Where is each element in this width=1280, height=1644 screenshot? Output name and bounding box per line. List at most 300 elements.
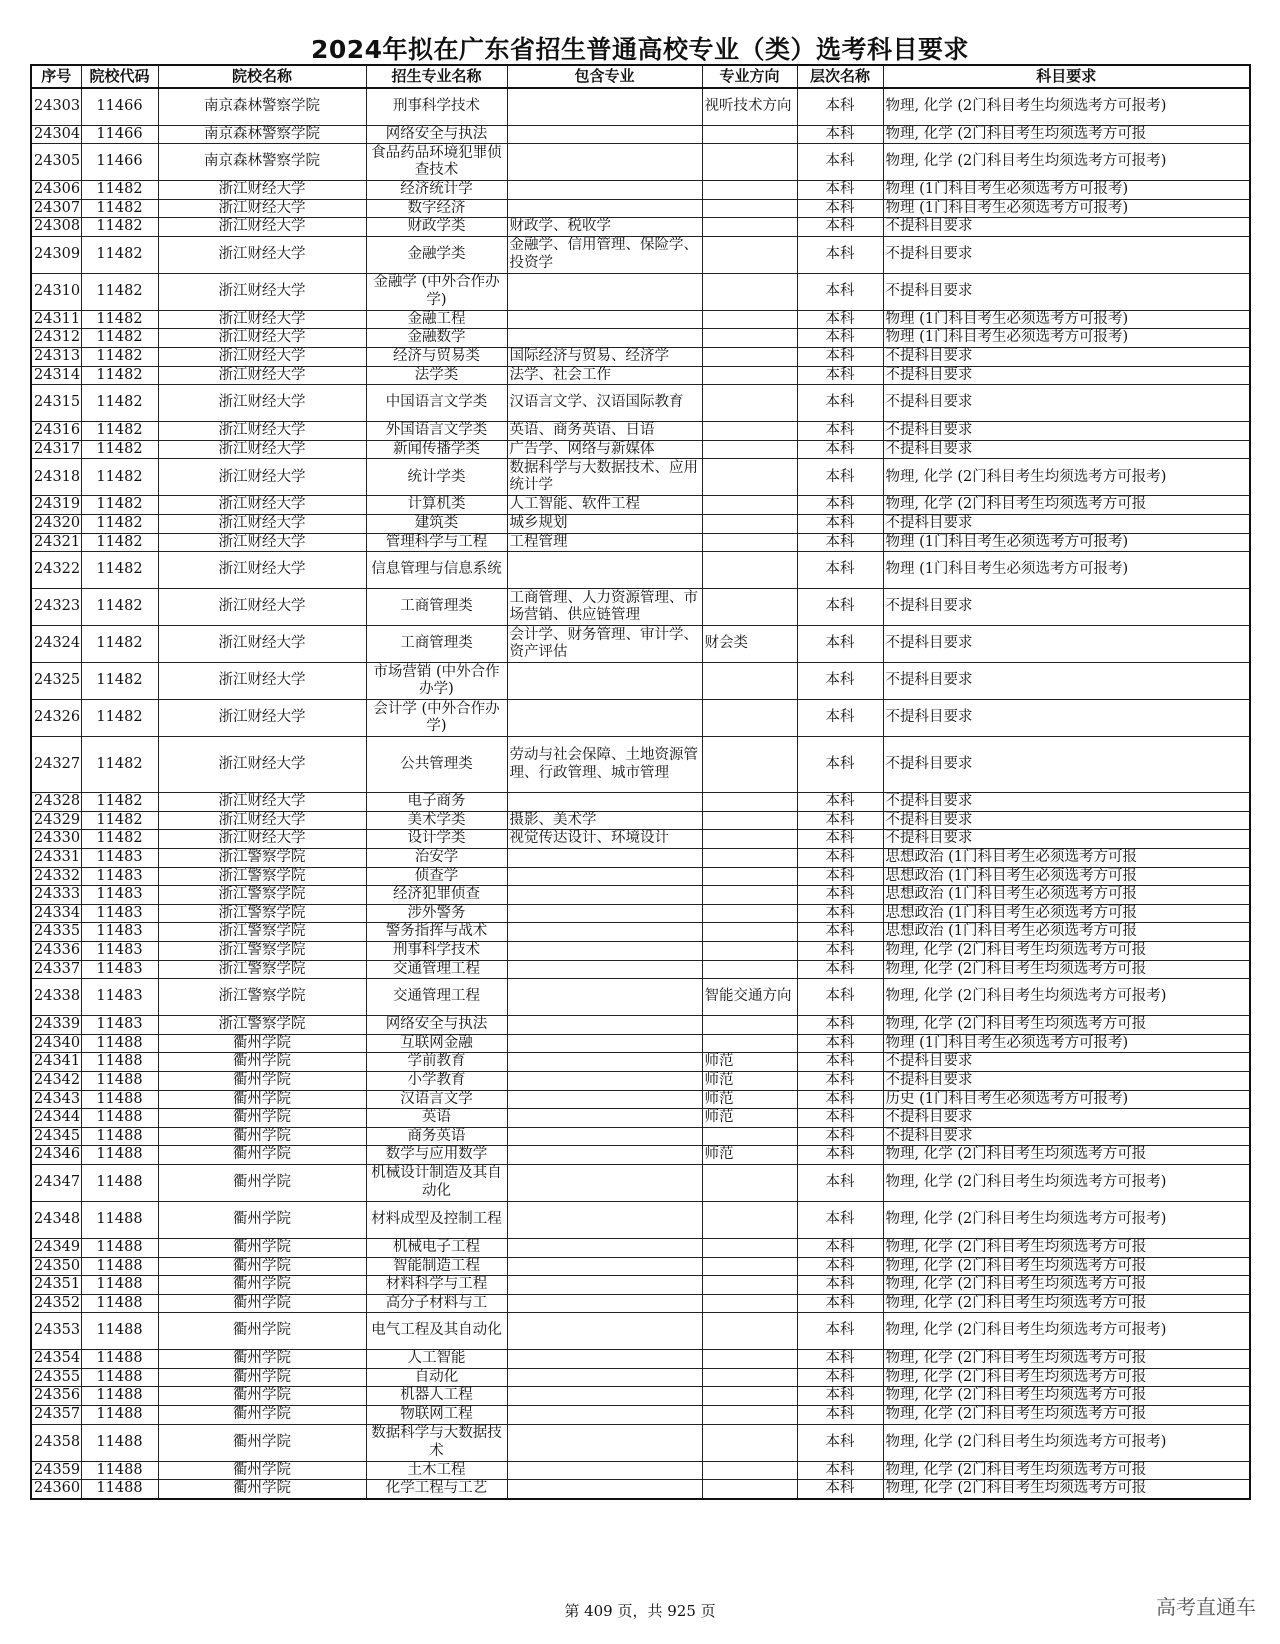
school-code-cell: 11466	[81, 88, 158, 125]
table-row	[31, 385, 1250, 422]
major-name-cell: 刑事科学技术	[366, 941, 507, 960]
seq-cell: 24350	[31, 1257, 81, 1276]
seq-cell: 24342	[31, 1071, 81, 1090]
table-row	[31, 1238, 1250, 1257]
requirement-cell: 物理, 化学 (2门科目考生均须选考方可报	[883, 1257, 1250, 1276]
requirement-cell: 不提科目要求	[883, 589, 1250, 626]
includes-cell	[507, 1313, 702, 1350]
seq-cell: 24334	[31, 904, 81, 923]
level-cell: 本科	[797, 811, 883, 830]
table-row	[31, 1406, 1250, 1425]
school-code-cell: 11482	[81, 236, 158, 273]
school-code-cell: 11482	[81, 440, 158, 459]
major-name-cell: 物联网工程	[366, 1406, 507, 1425]
direction-cell	[702, 1313, 797, 1350]
level-cell: 本科	[797, 1276, 883, 1295]
requirement-cell: 物理, 化学 (2门科目考生均须选考方可报	[883, 1406, 1250, 1425]
includes-cell	[507, 552, 702, 589]
requirement-cell: 物理, 化学 (2门科目考生均须选考方可报考)	[883, 1201, 1250, 1238]
school-name-cell: 浙江警察学院	[158, 979, 366, 1016]
requirement-cell: 不提科目要求	[883, 440, 1250, 459]
table-row	[31, 626, 1250, 663]
school-name-cell: 浙江警察学院	[158, 886, 366, 905]
school-name-cell: 衢州学院	[158, 1350, 366, 1369]
includes-cell	[507, 700, 702, 737]
level-cell: 本科	[797, 1368, 883, 1387]
level-cell: 本科	[797, 533, 883, 552]
requirement-cell: 物理, 化学 (2门科目考生均须选考方可报	[883, 1276, 1250, 1295]
direction-cell	[702, 1238, 797, 1257]
school-code-cell: 11483	[81, 960, 158, 979]
requirement-cell: 物理, 化学 (2门科目考生均须选考方可报	[883, 941, 1250, 960]
seq-cell: 24344	[31, 1109, 81, 1128]
school-name-cell: 衢州学院	[158, 1424, 366, 1461]
school-name-cell: 浙江财经大学	[158, 496, 366, 515]
direction-cell	[702, 941, 797, 960]
school-code-cell: 11488	[81, 1238, 158, 1257]
requirement-cell: 物理, 化学 (2门科目考生均须选考方可报	[883, 125, 1250, 144]
requirement-cell: 物理 (1门科目考生必须选考方可报考)	[883, 533, 1250, 552]
page-title: 2024年拟在广东省招生普通高校专业（类）选考科目要求	[310, 35, 970, 64]
school-name-cell: 南京森林警察学院	[158, 125, 366, 144]
direction-cell	[702, 385, 797, 422]
requirement-cell: 不提科目要求	[883, 348, 1250, 367]
direction-cell	[702, 1034, 797, 1053]
table-row	[31, 830, 1250, 849]
requirement-cell: 历史 (1门科目考生必须选考方可报考)	[883, 1090, 1250, 1109]
direction-cell	[702, 1368, 797, 1387]
col-header-school: 院校名称	[158, 65, 366, 88]
requirements-table	[30, 64, 1251, 1500]
school-code-cell: 11482	[81, 348, 158, 367]
seq-cell: 24304	[31, 125, 81, 144]
major-name-cell: 刑事科学技术	[366, 88, 507, 125]
major-name-cell: 统计学类	[366, 459, 507, 496]
includes-cell	[507, 1424, 702, 1461]
requirement-cell: 思想政治 (1门科目考生必须选考方可报	[883, 904, 1250, 923]
seq-cell: 24310	[31, 273, 81, 310]
includes-cell: 财政学、税收学	[507, 218, 702, 237]
includes-cell: 法学、社会工作	[507, 366, 702, 385]
seq-cell: 24336	[31, 941, 81, 960]
table-row	[31, 329, 1250, 348]
includes-cell	[507, 1164, 702, 1201]
table-row	[31, 459, 1250, 496]
direction-cell	[702, 1480, 797, 1499]
requirement-cell: 不提科目要求	[883, 1071, 1250, 1090]
level-cell: 本科	[797, 348, 883, 367]
seq-cell: 24328	[31, 793, 81, 812]
level-cell: 本科	[797, 1016, 883, 1035]
table-row	[31, 181, 1250, 200]
seq-cell: 24309	[31, 236, 81, 273]
direction-cell: 师范	[702, 1053, 797, 1072]
requirement-cell: 物理, 化学 (2门科目考生均须选考方可报	[883, 1238, 1250, 1257]
includes-cell: 视觉传达设计、环境设计	[507, 830, 702, 849]
level-cell: 本科	[797, 1350, 883, 1369]
seq-cell: 24353	[31, 1313, 81, 1350]
direction-cell	[702, 1127, 797, 1146]
direction-cell: 师范	[702, 1109, 797, 1128]
table-row	[31, 533, 1250, 552]
requirement-cell: 不提科目要求	[883, 626, 1250, 663]
school-name-cell: 浙江警察学院	[158, 1016, 366, 1035]
includes-cell	[507, 904, 702, 923]
table-row	[31, 1127, 1250, 1146]
school-name-cell: 衢州学院	[158, 1368, 366, 1387]
level-cell: 本科	[797, 1090, 883, 1109]
table-row	[31, 1350, 1250, 1369]
includes-cell	[507, 1480, 702, 1499]
direction-cell	[702, 496, 797, 515]
level-cell: 本科	[797, 979, 883, 1016]
level-cell: 本科	[797, 793, 883, 812]
requirement-cell: 思想政治 (1门科目考生必须选考方可报	[883, 886, 1250, 905]
direction-cell	[702, 422, 797, 441]
direction-cell	[702, 310, 797, 329]
seq-cell: 24333	[31, 886, 81, 905]
school-code-cell: 11482	[81, 422, 158, 441]
includes-cell	[507, 125, 702, 144]
school-code-cell: 11466	[81, 125, 158, 144]
major-name-cell: 学前教育	[366, 1053, 507, 1072]
table-body	[31, 88, 1250, 1499]
requirement-cell: 物理 (1门科目考生必须选考方可报考)	[883, 181, 1250, 200]
school-code-cell: 11482	[81, 459, 158, 496]
requirement-cell: 思想政治 (1门科目考生必须选考方可报	[883, 849, 1250, 868]
direction-cell	[702, 273, 797, 310]
table-row	[31, 1368, 1250, 1387]
requirement-cell: 物理, 化学 (2门科目考生均须选考方可报	[883, 1350, 1250, 1369]
direction-cell	[702, 236, 797, 273]
page-footer: 第 409 页，共 925 页	[564, 1602, 716, 1620]
seq-cell: 24348	[31, 1201, 81, 1238]
table-row	[31, 496, 1250, 515]
includes-cell: 会计学、财务管理、审计学、资产评估	[507, 626, 702, 663]
school-name-cell: 衢州学院	[158, 1238, 366, 1257]
school-code-cell: 11482	[81, 366, 158, 385]
seq-cell: 24325	[31, 663, 81, 700]
includes-cell	[507, 1276, 702, 1295]
level-cell: 本科	[797, 960, 883, 979]
requirement-cell: 物理, 化学 (2门科目考生均须选考方可报	[883, 1016, 1250, 1035]
school-name-cell: 衢州学院	[158, 1146, 366, 1165]
direction-cell	[702, 533, 797, 552]
direction-cell	[702, 366, 797, 385]
seq-cell: 24347	[31, 1164, 81, 1201]
level-cell: 本科	[797, 515, 883, 534]
seq-cell: 24308	[31, 218, 81, 237]
direction-cell	[702, 904, 797, 923]
school-name-cell: 浙江财经大学	[158, 811, 366, 830]
major-name-cell: 数据科学与大数据技术	[366, 1424, 507, 1461]
seq-cell: 24314	[31, 366, 81, 385]
school-code-cell: 11483	[81, 886, 158, 905]
col-header-code: 院校代码	[81, 65, 158, 88]
seq-cell: 24321	[31, 533, 81, 552]
seq-cell: 24339	[31, 1016, 81, 1035]
major-name-cell: 公共管理类	[366, 737, 507, 793]
school-code-cell: 11482	[81, 218, 158, 237]
school-name-cell: 浙江财经大学	[158, 515, 366, 534]
seq-cell: 24327	[31, 737, 81, 793]
school-code-cell: 11488	[81, 1034, 158, 1053]
includes-cell	[507, 1238, 702, 1257]
table-row	[31, 199, 1250, 218]
seq-cell: 24306	[31, 181, 81, 200]
requirement-cell: 物理 (1门科目考生必须选考方可报考)	[883, 552, 1250, 589]
table-row	[31, 1313, 1250, 1350]
school-name-cell: 浙江财经大学	[158, 385, 366, 422]
school-name-cell: 浙江警察学院	[158, 904, 366, 923]
school-name-cell: 衢州学院	[158, 1461, 366, 1480]
school-code-cell: 11488	[81, 1387, 158, 1406]
direction-cell	[702, 144, 797, 181]
school-code-cell: 11482	[81, 273, 158, 310]
level-cell: 本科	[797, 1109, 883, 1128]
table-row	[31, 1053, 1250, 1072]
table-row	[31, 218, 1250, 237]
major-name-cell: 英语	[366, 1109, 507, 1128]
major-name-cell: 食品药品环境犯罪侦查技术	[366, 144, 507, 181]
level-cell: 本科	[797, 1294, 883, 1313]
school-name-cell: 衢州学院	[158, 1387, 366, 1406]
school-code-cell: 11488	[81, 1276, 158, 1295]
requirement-cell: 不提科目要求	[883, 515, 1250, 534]
direction-cell	[702, 923, 797, 942]
school-name-cell: 浙江财经大学	[158, 273, 366, 310]
major-name-cell: 经济犯罪侦查	[366, 886, 507, 905]
school-name-cell: 浙江财经大学	[158, 366, 366, 385]
includes-cell	[507, 199, 702, 218]
school-code-cell: 11483	[81, 923, 158, 942]
requirement-cell: 物理 (1门科目考生必须选考方可报考)	[883, 199, 1250, 218]
table-row	[31, 867, 1250, 886]
direction-cell: 智能交通方向	[702, 979, 797, 1016]
requirement-cell: 不提科目要求	[883, 811, 1250, 830]
includes-cell: 数据科学与大数据技术、应用统计学	[507, 459, 702, 496]
school-name-cell: 浙江财经大学	[158, 830, 366, 849]
direction-cell	[702, 552, 797, 589]
requirement-cell: 不提科目要求	[883, 366, 1250, 385]
major-name-cell: 化学工程与工艺	[366, 1480, 507, 1499]
includes-cell: 国际经济与贸易、经济学	[507, 348, 702, 367]
table-row	[31, 811, 1250, 830]
level-cell: 本科	[797, 737, 883, 793]
school-code-cell: 11488	[81, 1071, 158, 1090]
direction-cell: 师范	[702, 1090, 797, 1109]
level-cell: 本科	[797, 1406, 883, 1425]
school-name-cell: 衢州学院	[158, 1257, 366, 1276]
school-code-cell: 11482	[81, 626, 158, 663]
requirement-cell: 物理, 化学 (2门科目考生均须选考方可报考)	[883, 1313, 1250, 1350]
seq-cell: 24354	[31, 1350, 81, 1369]
school-name-cell: 浙江财经大学	[158, 533, 366, 552]
includes-cell: 汉语言文学、汉语国际教育	[507, 385, 702, 422]
requirement-cell: 物理, 化学 (2门科目考生均须选考方可报考)	[883, 459, 1250, 496]
table-row	[31, 589, 1250, 626]
major-name-cell: 建筑类	[366, 515, 507, 534]
requirement-cell: 物理, 化学 (2门科目考生均须选考方可报	[883, 1294, 1250, 1313]
school-code-cell: 11488	[81, 1461, 158, 1480]
major-name-cell: 计算机类	[366, 496, 507, 515]
includes-cell: 劳动与社会保障、土地资源管理、行政管理、城市管理	[507, 737, 702, 793]
level-cell: 本科	[797, 310, 883, 329]
table-row	[31, 144, 1250, 181]
school-name-cell: 南京森林警察学院	[158, 88, 366, 125]
school-code-cell: 11482	[81, 310, 158, 329]
school-name-cell: 衢州学院	[158, 1071, 366, 1090]
major-name-cell: 高分子材料与工	[366, 1294, 507, 1313]
includes-cell	[507, 1461, 702, 1480]
seq-cell: 24316	[31, 422, 81, 441]
major-name-cell: 财政学类	[366, 218, 507, 237]
seq-cell: 24337	[31, 960, 81, 979]
level-cell: 本科	[797, 273, 883, 310]
direction-cell	[702, 515, 797, 534]
requirement-cell: 物理, 化学 (2门科目考生均须选考方可报	[883, 1387, 1250, 1406]
includes-cell	[507, 1257, 702, 1276]
seq-cell: 24319	[31, 496, 81, 515]
school-name-cell: 浙江财经大学	[158, 552, 366, 589]
table-row	[31, 1424, 1250, 1461]
school-code-cell: 11488	[81, 1164, 158, 1201]
school-code-cell: 11482	[81, 329, 158, 348]
requirement-cell: 物理, 化学 (2门科目考生均须选考方可报考)	[883, 144, 1250, 181]
seq-cell: 24318	[31, 459, 81, 496]
level-cell: 本科	[797, 849, 883, 868]
direction-cell	[702, 1424, 797, 1461]
school-code-cell: 11482	[81, 830, 158, 849]
school-code-cell: 11483	[81, 1016, 158, 1035]
requirement-cell: 物理 (1门科目考生必须选考方可报考)	[883, 1034, 1250, 1053]
school-code-cell: 11482	[81, 663, 158, 700]
level-cell: 本科	[797, 1034, 883, 1053]
school-name-cell: 浙江财经大学	[158, 199, 366, 218]
includes-cell	[507, 849, 702, 868]
school-name-cell: 衢州学院	[158, 1201, 366, 1238]
level-cell: 本科	[797, 830, 883, 849]
school-name-cell: 浙江警察学院	[158, 941, 366, 960]
direction-cell	[702, 1257, 797, 1276]
direction-cell	[702, 811, 797, 830]
major-name-cell: 土木工程	[366, 1461, 507, 1480]
school-code-cell: 11488	[81, 1313, 158, 1350]
school-code-cell: 11482	[81, 552, 158, 589]
major-name-cell: 机械电子工程	[366, 1238, 507, 1257]
brand-watermark: 高考直通车	[1156, 1595, 1256, 1619]
school-code-cell: 11488	[81, 1146, 158, 1165]
school-code-cell: 11482	[81, 385, 158, 422]
school-code-cell: 11488	[81, 1257, 158, 1276]
level-cell: 本科	[797, 1201, 883, 1238]
level-cell: 本科	[797, 589, 883, 626]
requirement-cell: 不提科目要求	[883, 830, 1250, 849]
direction-cell	[702, 1387, 797, 1406]
school-name-cell: 浙江财经大学	[158, 181, 366, 200]
school-code-cell: 11483	[81, 941, 158, 960]
requirement-cell: 物理, 化学 (2门科目考生均须选考方可报	[883, 1368, 1250, 1387]
seq-cell: 24332	[31, 867, 81, 886]
major-name-cell: 金融学 (中外合作办学)	[366, 273, 507, 310]
school-code-cell: 11482	[81, 589, 158, 626]
direction-cell	[702, 459, 797, 496]
school-name-cell: 衢州学院	[158, 1034, 366, 1053]
direction-cell	[702, 1164, 797, 1201]
school-code-cell: 11488	[81, 1424, 158, 1461]
school-code-cell: 11482	[81, 811, 158, 830]
requirement-cell: 物理, 化学 (2门科目考生均须选考方可报	[883, 496, 1250, 515]
school-name-cell: 浙江财经大学	[158, 663, 366, 700]
includes-cell	[507, 663, 702, 700]
table-row	[31, 737, 1250, 793]
direction-cell	[702, 440, 797, 459]
school-name-cell: 衢州学院	[158, 1109, 366, 1128]
school-code-cell: 11483	[81, 867, 158, 886]
level-cell: 本科	[797, 440, 883, 459]
direction-cell	[702, 960, 797, 979]
table-row	[31, 273, 1250, 310]
level-cell: 本科	[797, 626, 883, 663]
requirement-cell: 思想政治 (1门科目考生必须选考方可报	[883, 923, 1250, 942]
col-header-direction: 专业方向	[702, 65, 797, 88]
major-name-cell: 机械设计制造及其自动化	[366, 1164, 507, 1201]
table-row	[31, 440, 1250, 459]
col-header-level: 层次名称	[797, 65, 883, 88]
major-name-cell: 经济与贸易类	[366, 348, 507, 367]
major-name-cell: 机器人工程	[366, 1387, 507, 1406]
seq-cell: 24345	[31, 1127, 81, 1146]
seq-cell: 24349	[31, 1238, 81, 1257]
school-code-cell: 11488	[81, 1480, 158, 1499]
table-row	[31, 348, 1250, 367]
major-name-cell: 警务指挥与战术	[366, 923, 507, 942]
major-name-cell: 设计学类	[366, 830, 507, 849]
direction-cell	[702, 793, 797, 812]
level-cell: 本科	[797, 700, 883, 737]
requirement-cell: 不提科目要求	[883, 663, 1250, 700]
table-row	[31, 849, 1250, 868]
header-row	[31, 65, 1250, 88]
direction-cell	[702, 700, 797, 737]
school-name-cell: 浙江财经大学	[158, 459, 366, 496]
level-cell: 本科	[797, 1238, 883, 1257]
school-code-cell: 11488	[81, 1406, 158, 1425]
table-row	[31, 904, 1250, 923]
level-cell: 本科	[797, 236, 883, 273]
col-header-requirement: 科目要求	[883, 65, 1250, 88]
includes-cell	[507, 1387, 702, 1406]
major-name-cell: 外国语言文学类	[366, 422, 507, 441]
includes-cell: 工程管理	[507, 533, 702, 552]
includes-cell	[507, 1053, 702, 1072]
direction-cell	[702, 1276, 797, 1295]
requirement-cell: 不提科目要求	[883, 793, 1250, 812]
seq-cell: 24341	[31, 1053, 81, 1072]
includes-cell	[507, 1071, 702, 1090]
includes-cell: 工商管理、人力资源管理、市场营销、供应链管理	[507, 589, 702, 626]
seq-cell: 24359	[31, 1461, 81, 1480]
school-code-cell: 11482	[81, 181, 158, 200]
table-row	[31, 1201, 1250, 1238]
direction-cell	[702, 1461, 797, 1480]
school-name-cell: 浙江警察学院	[158, 923, 366, 942]
major-name-cell: 材料成型及控制工程	[366, 1201, 507, 1238]
school-name-cell: 衢州学院	[158, 1127, 366, 1146]
table-row	[31, 1109, 1250, 1128]
includes-cell	[507, 867, 702, 886]
level-cell: 本科	[797, 941, 883, 960]
